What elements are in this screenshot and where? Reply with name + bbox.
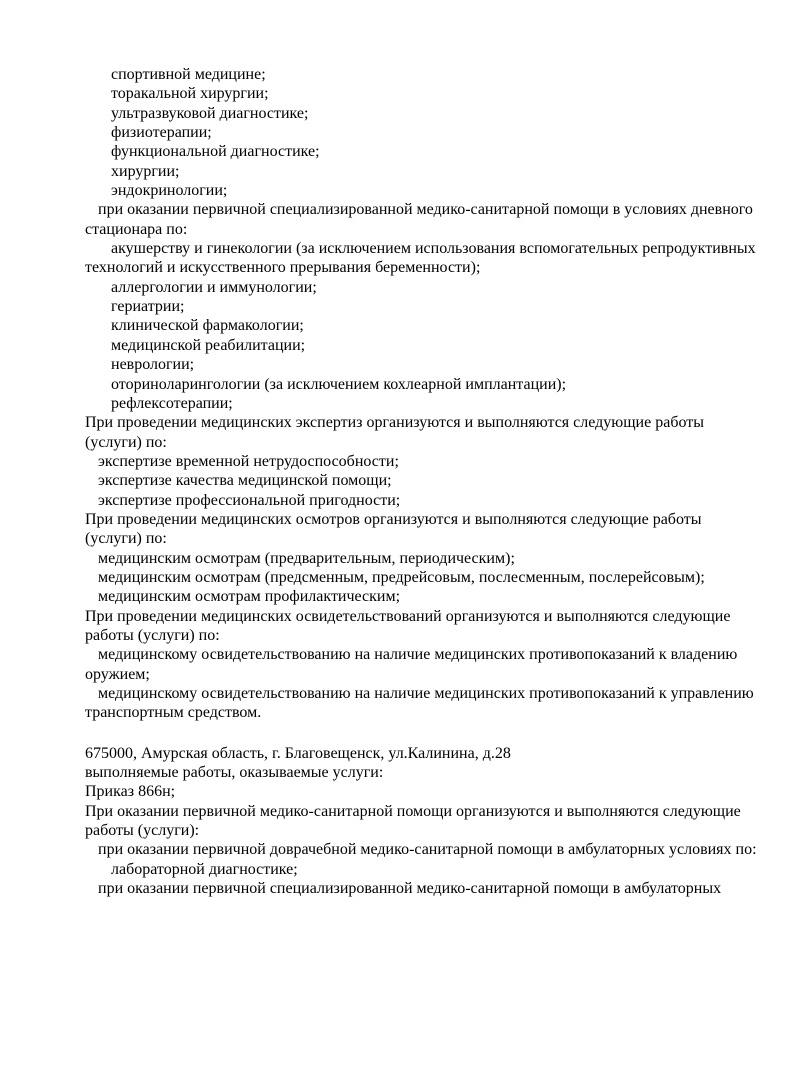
document-body: [85, 65, 760, 898]
paragraph-line: клинической фармакологии;: [111, 317, 304, 335]
paragraph-line: акушерству и гинекологии (за исключением использования вспомогательных репродуктивных технологий и искусственного прерывания беременности);: [85, 240, 756, 277]
paragraph-line: ультразвуковой диагностике;: [111, 104, 309, 122]
paragraph-line: медицинской реабилитации;: [111, 336, 306, 354]
paragraph-line: аллергологии и иммунологии;: [111, 278, 317, 296]
paragraph-line: рефлексотерапии;: [111, 394, 233, 412]
paragraph-line: При проведении медицинских осмотров организуются и выполняются следующие работы (услуги) по:: [85, 510, 702, 548]
paragraph-line: медицинским осмотрам (предсменным, предрейсовым, послесменным, послерейсовым);: [98, 568, 705, 586]
paragraph-line: выполняемые работы, оказываемые услуги:: [85, 764, 384, 782]
paragraph-line: при оказании первичной доврачебной медико-санитарной помощи в амбулаторных условиях по:: [98, 841, 757, 859]
paragraph-line: оториноларингологии (за исключением кохлеарной имплантации);: [111, 375, 567, 393]
paragraph-line: медицинским осмотрам профилактическим;: [98, 588, 401, 606]
paragraph-line: При оказании первичной медико-санитарной помощи организуются и выполняются следующие работы (услуги):: [85, 802, 741, 840]
paragraph-line: эндокринологии;: [111, 182, 228, 200]
paragraph-line: неврологии;: [111, 356, 195, 374]
paragraph-line: функциональной диагностике;: [111, 143, 320, 161]
paragraph-line: медицинским осмотрам (предварительным, периодическим);: [98, 549, 515, 567]
license-works-continuation: [85, 65, 760, 723]
paragraph-line: экспертизе профессиональной пригодности;: [98, 491, 401, 509]
paragraph-line: экспертизе качества медицинской помощи;: [98, 472, 392, 490]
paragraph-line: торакальной хирургии;: [111, 85, 269, 103]
paragraph-line: спортивной медицине;: [111, 66, 266, 83]
address-kalinina-28-works: [85, 744, 760, 899]
paragraph-line: медицинскому освидетельствованию на наличие медицинских противопоказаний к владению оружием;: [85, 646, 738, 683]
paragraph-line: лабораторной диагностике;: [111, 860, 298, 878]
paragraph-line: при оказании первичной специализированной медико-санитарной помощи в амбулаторных: [98, 880, 722, 898]
paragraph-line: физиотерапии;: [111, 124, 212, 142]
paragraph-line: гериатрии;: [111, 298, 185, 316]
paragraph-line: медицинскому освидетельствованию на наличие медицинских противопоказаний к управлению транспортным средством.: [85, 685, 754, 722]
paragraph-line: Приказ 866н;: [85, 783, 176, 801]
paragraph-line: при оказании первичной специализированной медико-санитарной помощи в условиях дневного стационара по:: [85, 201, 753, 238]
paragraph-line: 675000, Амурская область, г. Благовещенск, ул.Калинина, д.28: [85, 744, 511, 762]
paragraph-line: При проведении медицинских освидетельствований организуются и выполняются следующие работы (услуги) по:: [85, 607, 731, 644]
paragraph-line: хирургии;: [111, 162, 180, 180]
paragraph-line: При проведении медицинских экспертиз организуются и выполняются следующие работы (услуги) по:: [85, 414, 704, 451]
paragraph-line: экспертизе временной нетрудоспособности;: [98, 452, 399, 470]
